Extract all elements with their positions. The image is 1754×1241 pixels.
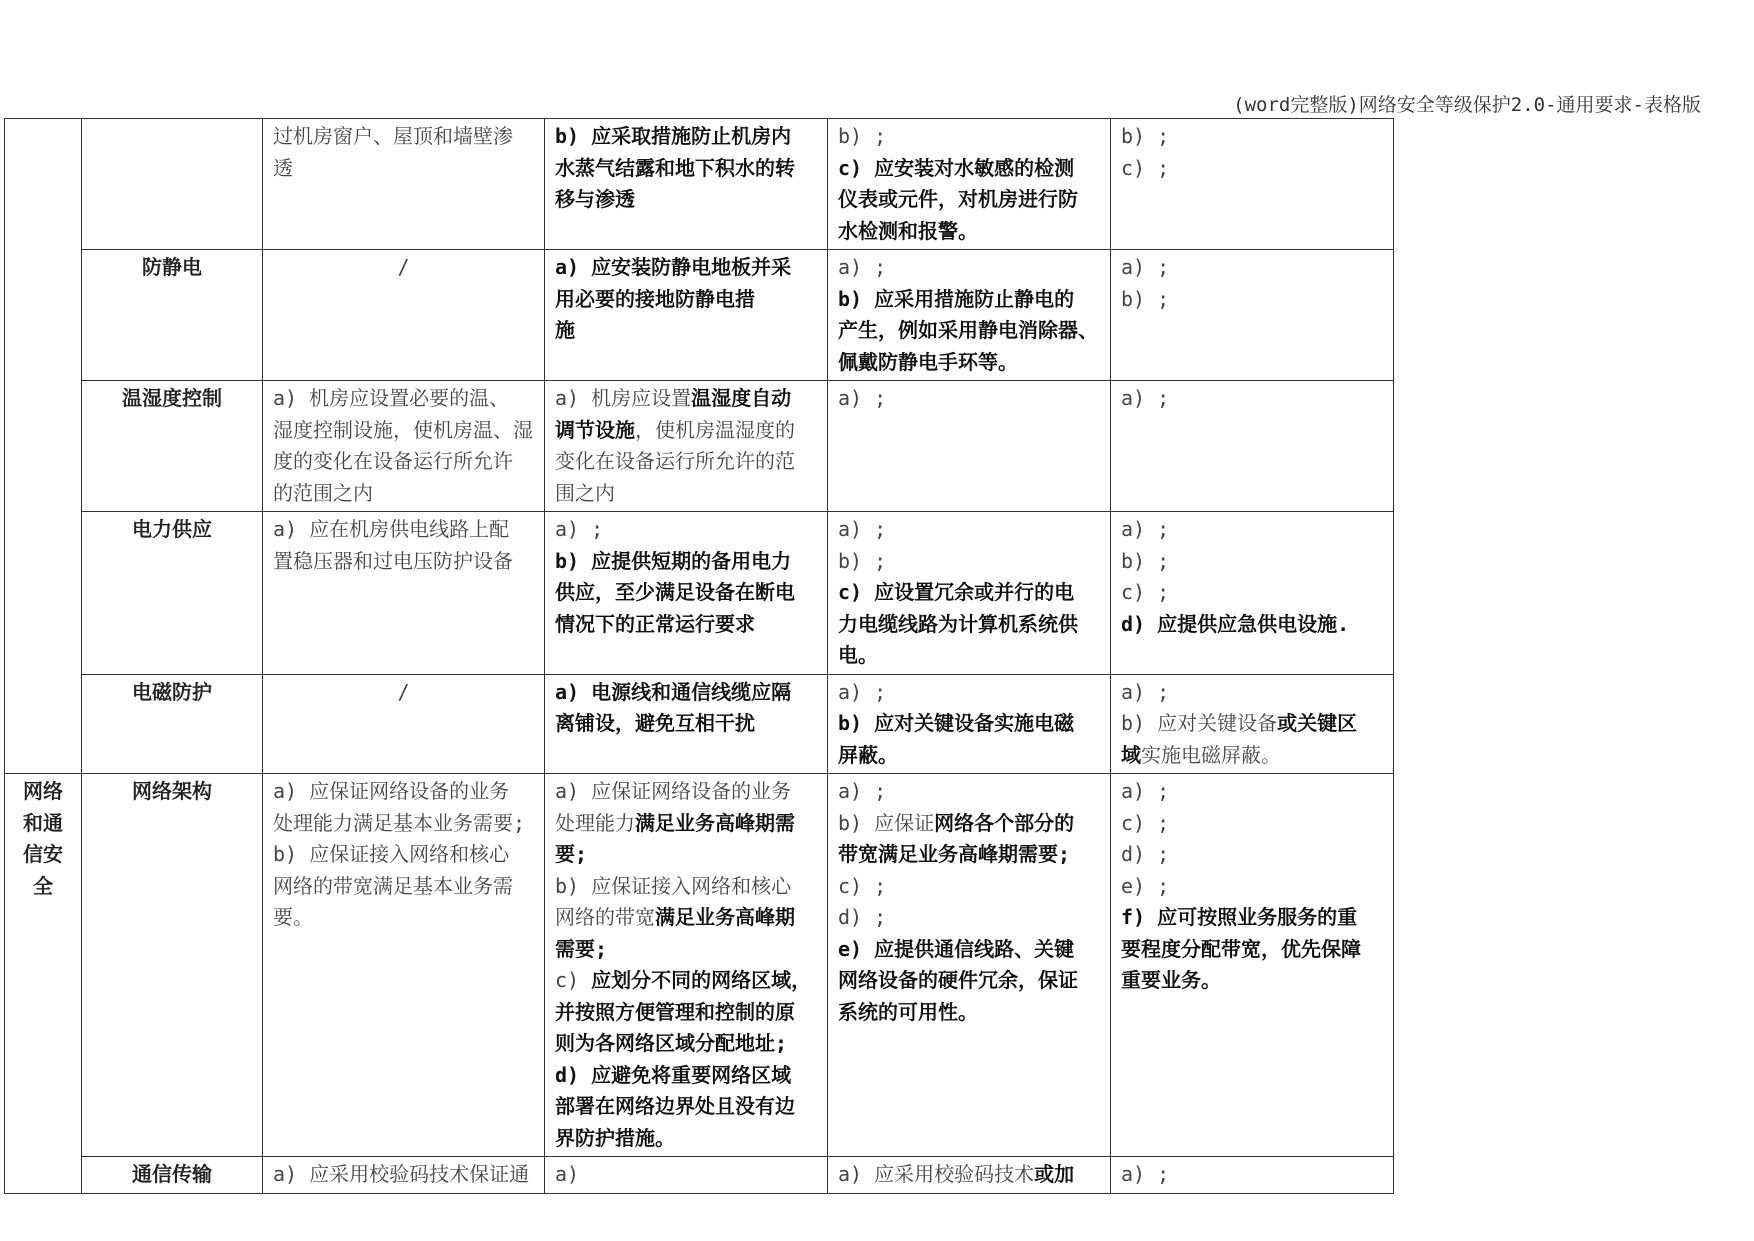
cell-line: 湿度控制设施，使机房温、湿 xyxy=(273,417,533,442)
bold-text: 调节设施 xyxy=(555,417,635,442)
category-label: 全 xyxy=(33,873,53,898)
cell-line: a) 应采用校验码技术保证通 xyxy=(273,1162,530,1186)
cell-line: b) ; xyxy=(1121,124,1170,148)
control-item xyxy=(82,119,263,250)
control-item: 温湿度控制 xyxy=(82,381,263,512)
level2-requirement xyxy=(545,1157,828,1194)
cell-line: c) ; xyxy=(838,873,887,898)
cell-line: 系统的可用性。 xyxy=(838,999,978,1024)
cell-line xyxy=(838,808,1100,840)
cell-line: b) 应保证接入网络和核心 xyxy=(555,873,792,898)
level4-requirement xyxy=(1111,674,1394,774)
cell-line: a) ; xyxy=(1121,517,1170,541)
level3-requirement xyxy=(828,250,1111,381)
cell-line: c) 应安装对水敏感的检测 xyxy=(838,155,1075,180)
cell-line: 带宽满足业务高峰期需要; xyxy=(838,842,1071,866)
cell-line: b) 应对关键设备实施电磁 xyxy=(838,711,1075,735)
plain-text: a) 机房应设置 xyxy=(555,386,692,410)
cell-line: a) ; xyxy=(555,517,604,541)
cell-line: b) ; xyxy=(1121,286,1170,311)
cell-line: b) ; xyxy=(838,124,887,148)
cell-line: a) ; xyxy=(1121,1162,1170,1186)
cell-line: b) 应提供短期的备用电力 xyxy=(555,548,792,573)
cell-line xyxy=(1121,740,1383,772)
table-row xyxy=(5,250,1394,381)
control-item: 通信传输 xyxy=(82,1157,263,1194)
cell-line: 并按照方便管理和控制的原 xyxy=(555,999,795,1024)
bold-text: 或加 xyxy=(1034,1162,1075,1186)
bold-text: 或关键区 xyxy=(1277,711,1358,735)
level2-requirement xyxy=(545,381,828,512)
cell-line: 要程度分配带宽，优先保障 xyxy=(1121,936,1361,961)
cell-line: 情况下的正常运行要求 xyxy=(555,611,755,636)
level4-requirement xyxy=(1111,1157,1394,1194)
cell-line: a) 应保证网络设备的业务 xyxy=(555,779,792,803)
control-item: 网络架构 xyxy=(82,774,263,1157)
cell-line: a) ; xyxy=(838,679,887,704)
not-applicable: / xyxy=(397,679,410,704)
cell-line: a) 机房应设置必要的温、 xyxy=(273,386,510,410)
cell-line: 要。 xyxy=(273,905,313,929)
cell-line: d) ; xyxy=(1121,842,1170,866)
level3-requirement xyxy=(828,512,1111,675)
cell-line: 则为各网络区域分配地址; xyxy=(555,1031,788,1055)
level3-requirement xyxy=(828,119,1111,250)
cell-line: 要; xyxy=(555,842,588,866)
cell-line: a) 应安装防静电地板并采 xyxy=(555,255,792,279)
plain-text: a) 应采用校验码技术 xyxy=(838,1162,1035,1186)
control-item: 电力供应 xyxy=(82,512,263,675)
cell-line: 需要; xyxy=(555,936,608,961)
control-item: 电磁防护 xyxy=(82,674,263,774)
cell-line: 仪表或元件，对机房进行防 xyxy=(838,187,1078,211)
cell-line: a) ; xyxy=(838,386,887,410)
cell-line: 处理能力满足基本业务需要; xyxy=(273,810,526,835)
level4-requirement xyxy=(1111,774,1394,1157)
level4-requirement xyxy=(1111,250,1394,381)
cell-line: 屏蔽。 xyxy=(838,742,898,767)
cell-line: 置稳压器和过电压防护设备 xyxy=(273,548,513,573)
cell-line: 度的变化在设备运行所允许 xyxy=(273,449,513,473)
level2-requirement xyxy=(545,774,828,1157)
category-label: 和通 xyxy=(23,810,63,835)
cell-line: b) 应保证接入网络和核心 xyxy=(273,842,510,866)
plain-text: ，使机房温湿度的 xyxy=(635,417,795,442)
cell-line xyxy=(555,902,817,934)
category-label: 信安 xyxy=(23,842,63,866)
bold-text: 温湿度自动 xyxy=(691,386,792,410)
table-row xyxy=(5,774,1394,1157)
plain-text: 处理能力 xyxy=(555,810,635,835)
page-header: (word完整版)网络安全等级保护2.0-通用要求-表格版 xyxy=(1233,94,1701,116)
cell-line xyxy=(555,383,817,415)
cell-line: 移与渗透 xyxy=(555,187,635,211)
cell-line: d) 应避免将重要网络区域 xyxy=(555,1062,792,1087)
level2-requirement xyxy=(545,674,828,774)
cell-line: c) 应设置冗余或并行的电 xyxy=(838,580,1075,604)
bold-text: 应划分不同的网络区域， xyxy=(591,968,812,992)
cell-line: d) ; xyxy=(838,905,887,929)
cell-line: a) ; xyxy=(838,255,887,279)
cell-line: 过机房窗户、屋顶和墙壁渗 xyxy=(273,124,513,148)
cell-line: 施 xyxy=(555,318,575,342)
cell-line: b) 应采取措施防止机房内 xyxy=(555,124,792,148)
cell-line: 产生，例如采用静电消除器、 xyxy=(838,318,1098,342)
cell-line: 网络设备的硬件冗余，保证 xyxy=(838,968,1078,992)
cell-line: 用必要的接地防静电措 xyxy=(555,286,755,311)
bold-text: 网络各个部分的 xyxy=(934,810,1075,835)
cell-line: d) 应提供应急供电设施. xyxy=(1121,611,1350,636)
cell-line: 部署在网络边界处且没有边 xyxy=(555,1094,795,1118)
cell-line: 网络的带宽满足基本业务需 xyxy=(273,873,513,898)
level3-requirement xyxy=(828,1157,1111,1194)
cell-line: a) ; xyxy=(838,517,887,541)
level4-requirement xyxy=(1111,512,1394,675)
cell-line: a) 电源线和通信线缆应隔 xyxy=(555,679,792,704)
cell-line: 水检测和报警。 xyxy=(838,218,978,243)
cell-line: c) ; xyxy=(1121,810,1170,835)
cell-line: 离铺设，避免互相干扰 xyxy=(555,711,755,735)
cell-line: c) ; xyxy=(1121,580,1170,604)
cell-line: a) ; xyxy=(838,779,887,803)
level1-requirement xyxy=(263,381,545,512)
level2-requirement xyxy=(545,512,828,675)
table-row xyxy=(5,381,1394,512)
cell-line: a) ; xyxy=(1121,255,1170,279)
cell-line: c) ; xyxy=(1121,155,1170,180)
cell-line: a) xyxy=(555,1162,580,1186)
level2-requirement xyxy=(545,250,828,381)
cell-line xyxy=(555,808,817,840)
plain-text: b) 应保证 xyxy=(838,810,935,835)
plain-text: c) xyxy=(555,968,592,992)
level1-requirement xyxy=(263,119,545,250)
cell-line: a) ; xyxy=(1121,386,1170,410)
bold-text: 满足业务高峰期需 xyxy=(635,810,795,835)
cell-line: 界防护措施。 xyxy=(555,1125,675,1150)
level1-requirement xyxy=(263,1157,545,1194)
level4-requirement xyxy=(1111,119,1394,250)
bold-text: 满足业务高峰期 xyxy=(655,905,795,929)
table-row xyxy=(5,1157,1394,1194)
cell-line: a) ; xyxy=(1121,779,1170,803)
level1-requirement xyxy=(263,674,545,774)
category-physical xyxy=(5,119,82,774)
plain-text: b) 应对关键设备 xyxy=(1121,711,1278,735)
table-row xyxy=(5,119,1394,250)
cell-line xyxy=(1121,708,1383,740)
cell-line xyxy=(555,415,817,447)
plain-text: 实施电磁屏蔽。 xyxy=(1141,742,1281,767)
cell-line: f) 应可按照业务服务的重 xyxy=(1121,905,1358,929)
category-network xyxy=(5,774,82,1194)
cell-line: e) ; xyxy=(1121,873,1170,898)
cell-line: 透 xyxy=(273,155,293,180)
cell-line xyxy=(555,965,817,997)
cell-line: b) ; xyxy=(1121,548,1170,573)
cell-line: 供应，至少满足设备在断电 xyxy=(555,580,795,604)
control-item: 防静电 xyxy=(82,250,263,381)
cell-line: a) ; xyxy=(1121,679,1170,704)
cell-line: 变化在设备运行所允许的范 xyxy=(555,449,795,473)
cell-line: b) 应采用措施防止静电的 xyxy=(838,286,1075,311)
table-row xyxy=(5,674,1394,774)
not-applicable: / xyxy=(397,255,410,279)
plain-text: 网络的带宽 xyxy=(555,905,655,929)
cell-line: 围之内 xyxy=(555,480,615,505)
level1-requirement xyxy=(263,774,545,1157)
level3-requirement xyxy=(828,674,1111,774)
bold-text: 域 xyxy=(1121,742,1141,767)
cell-line: 重要业务。 xyxy=(1121,968,1221,992)
cell-line xyxy=(838,1159,1100,1191)
level1-requirement xyxy=(263,250,545,381)
level1-requirement xyxy=(263,512,545,675)
cell-line: 的范围之内 xyxy=(273,480,373,505)
level3-requirement xyxy=(828,774,1111,1157)
requirements-table xyxy=(4,118,1394,1194)
table-row xyxy=(5,512,1394,675)
cell-line: 力电缆线路为计算机系统供 xyxy=(838,611,1078,636)
cell-line: 水蒸气结露和地下积水的转 xyxy=(555,155,795,180)
cell-line: a) 应保证网络设备的业务 xyxy=(273,779,510,803)
cell-line: e) 应提供通信线路、关键 xyxy=(838,936,1075,961)
cell-line: a) 应在机房供电线路上配 xyxy=(273,517,510,541)
category-label: 网络 xyxy=(23,779,63,803)
cell-line: b) ; xyxy=(838,548,887,573)
cell-line: 佩戴防静电手环等。 xyxy=(838,349,1018,374)
level3-requirement xyxy=(828,381,1111,512)
cell-line: 电。 xyxy=(838,643,878,667)
level2-requirement xyxy=(545,119,828,250)
level4-requirement xyxy=(1111,381,1394,512)
